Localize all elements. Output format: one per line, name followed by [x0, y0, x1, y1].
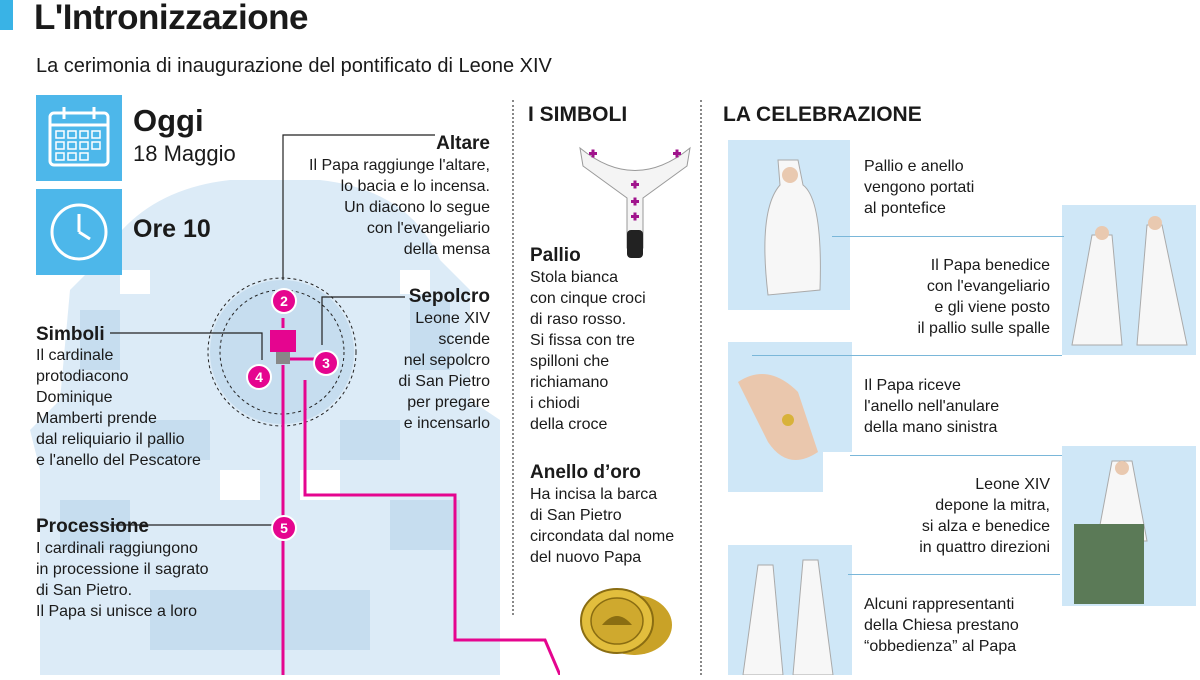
leader-line-4: [848, 574, 1060, 575]
pallio-text: Stola bianca con cinque croci di raso rosso. Si fissa con tre spilloni che richiamano i chiodi della croce: [530, 269, 646, 433]
leader-line-1: [832, 236, 1064, 237]
celebration-step-3: Il Papa riceve l'anello nell'anulare della mano sinistra: [864, 377, 1000, 436]
divider-celebration: [700, 100, 702, 675]
sepolcro-title: Sepolcro: [408, 286, 490, 307]
marker-5: 5: [271, 515, 297, 541]
date-day-label: Oggi: [133, 103, 204, 138]
marker-4: 4: [246, 364, 272, 390]
processione-title: Processione: [36, 516, 149, 537]
sepolcro-text: Leone XIV scende nel sepolcro di San Pietro per pregare e incensarlo: [398, 310, 490, 432]
marker-2: 2: [271, 288, 297, 314]
photo-anello: [728, 342, 852, 492]
photo-pallio-anello: [728, 140, 850, 310]
time-value: Ore 10: [133, 215, 211, 243]
celebration-heading: LA CELEBRAZIONE: [723, 103, 922, 126]
anello-text: Ha incisa la barca di San Pietro circondata dal nome del nuovo Papa: [530, 486, 675, 566]
altare-title: Altare: [436, 133, 490, 154]
simboli-text: Il cardinale protodiacono Dominique Mamberti prende dal reliquiario il pallio e l'anello del Pescatore: [36, 347, 201, 469]
leader-line-3: [850, 455, 1062, 456]
celebration-step-1: Pallio e anello vengono portati al pontefice: [864, 158, 975, 217]
photo-mitra: [1062, 446, 1196, 606]
marker-3: 3: [313, 350, 339, 376]
anello-title: Anello d’oro: [530, 462, 641, 483]
page-subtitle: La cerimonia di inaugurazione del pontificato di Leone XIV: [36, 55, 552, 77]
simboli-title: Simboli: [36, 324, 105, 345]
photo-obbedienza: [728, 545, 852, 675]
divider-symbols: [512, 100, 514, 615]
page-title: L'Intronizzazione: [34, 0, 308, 37]
photo-benedizione: [1062, 205, 1196, 355]
symbols-heading: I SIMBOLI: [528, 103, 628, 126]
celebration-step-2: Il Papa benedice con l'evangeliario e gli viene posto il pallio sulle spalle: [917, 257, 1050, 337]
celebration-step-4: Leone XIV depone la mitra, si alza e benedice in quattro direzioni: [919, 476, 1050, 556]
processione-text: I cardinali raggiungono in processione il sagrato di San Pietro. Il Papa si unisce a loro: [36, 540, 209, 620]
altare-text: Il Papa raggiunge l'altare, lo bacia e lo incensa. Un diacono lo segue con l'evangeliario della mensa: [309, 157, 490, 258]
pallio-title: Pallio: [530, 245, 581, 266]
celebration-step-5: Alcuni rappresentanti della Chiesa prestano “obbedienza” al Papa: [864, 596, 1019, 655]
ring-illustration: [572, 585, 677, 665]
pallio-illustration: [575, 138, 695, 263]
leader-line-2: [752, 355, 1062, 356]
date-value: 18 Maggio: [133, 141, 236, 166]
